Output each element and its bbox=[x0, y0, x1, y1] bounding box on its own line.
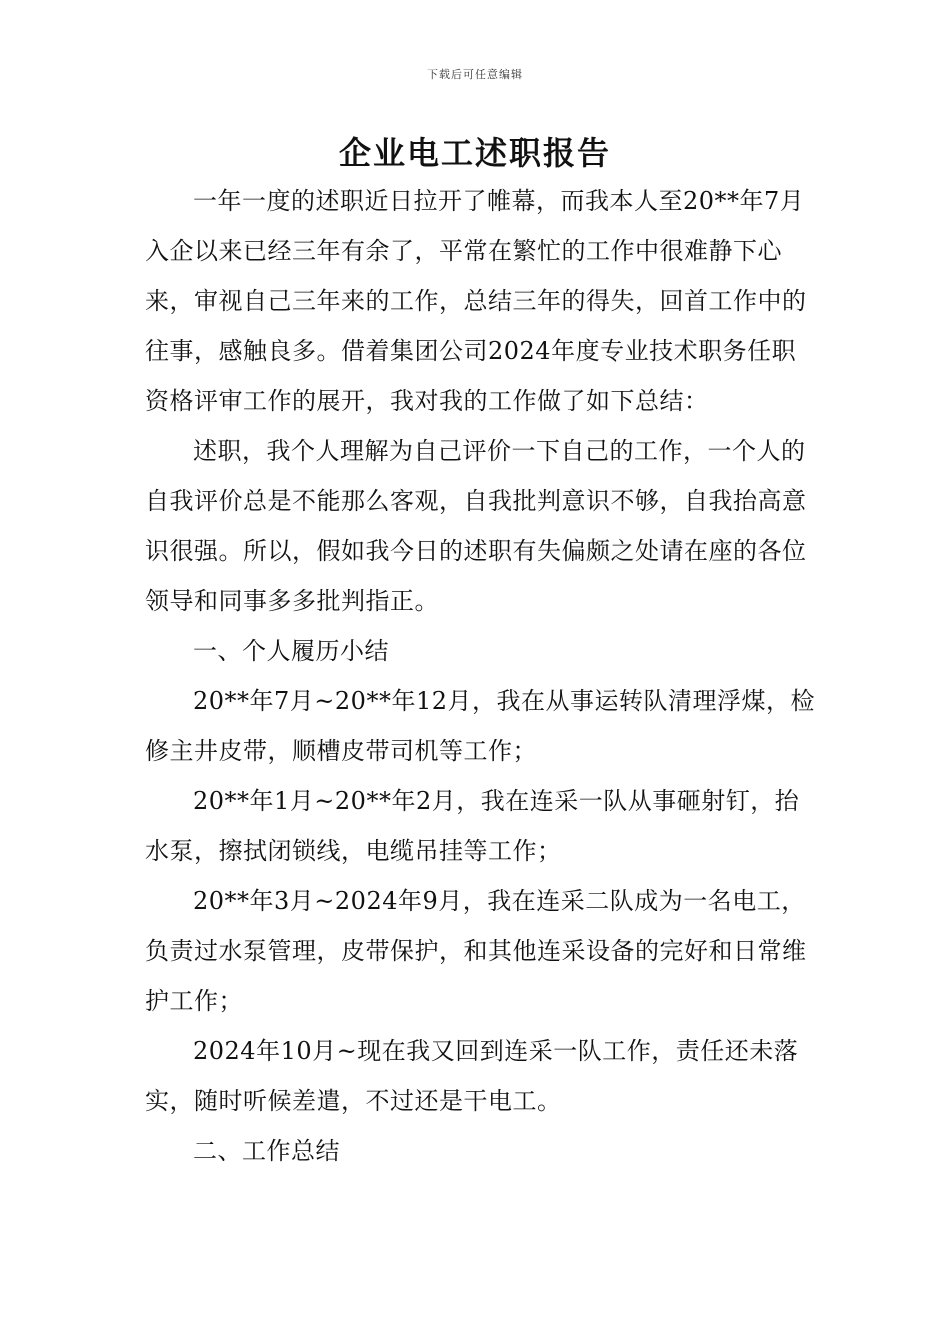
document-body bbox=[145, 176, 815, 1176]
resume-item-2: 20**年1月~20**年2月，我在连采一队从事砸射钉，抬水泵，擦拭闭锁线，电缆吊挂等工作； bbox=[145, 787, 800, 865]
resume-item-4: 2024年10月~现在我又回到连采一队工作，责任还未落实，随时听候差遣，不过还是干电工。 bbox=[145, 1037, 799, 1115]
resume-item-1: 20**年7月~20**年12月，我在从事运转队清理浮煤，检修主井皮带，顺槽皮带司机等工作； bbox=[145, 687, 815, 765]
header-note: 下载后可任意编辑 bbox=[427, 68, 523, 81]
document-title: 企业电工述职报告 bbox=[338, 134, 611, 172]
resume-item-3: 20**年3月~2024年9月，我在连采二队成为一名电工，负责过水泵管理，皮带保护，和其他连采设备的完好和日常维护工作； bbox=[145, 887, 807, 1015]
paragraph-intro: 一年一度的述职近日拉开了帷幕，而我本人至20**年7月入企以来已经三年有余了，平常在繁忙的工作中很难静下心来，审视自己三年来的工作，总结三年的得失，回首工作中的往事，感触良多。借着集团公司2024年度专业技术职务任职资格评审工作的展开，我对我的工作做了如下总结： bbox=[145, 187, 807, 415]
paragraph-self-review: 述职，我个人理解为自己评价一下自己的工作，一个人的自我评价总是不能那么客观，自我批判意识不够，自我抬高意识很强。所以，假如我今日的述职有失偏颇之处请在座的各位领导和同事多多批判指正。 bbox=[145, 437, 807, 615]
section-heading-summary: 二、工作总结 bbox=[193, 1137, 340, 1165]
section-heading-resume: 一、个人履历小结 bbox=[193, 637, 389, 665]
